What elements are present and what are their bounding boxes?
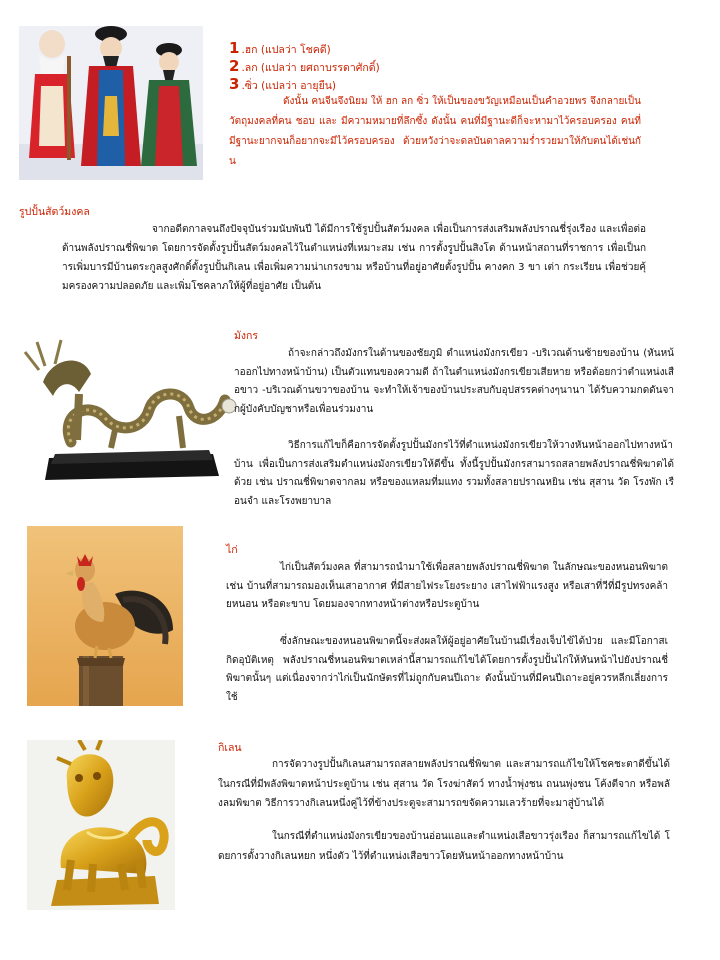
qilin-paragraph-2: ในกรณีที่ตำแหน่งมังกรเขียวของบ้านอ่อนแอและตำแหน่งเสือขาวรุ่งเรือง ก็สามารถแก้ไขได้ โดยการตั้งวางกิเลนหยก หนึ่งตัว ไว้ที่ตำแหน่งเสือขาวโดยหันหน้าออกทางหน้าบ้าน [218,831,670,862]
qilin-photo [27,740,175,910]
fu-lu-shou-list [229,40,529,94]
dragon-photo [19,330,241,482]
qilin-heading: กิเลน [218,742,242,754]
rooster-photo [27,526,183,706]
fu-lu-shou-photo [19,26,203,180]
auspicious-paragraph: จากอดีตกาลจนถึงปัจจุบันร่วมนับพันปี ได้มีการใช้รูปปั้นสัตว์มงคล เพื่อเป็นการส่งเสริมพลังปราณชี่รุ่งเรือง และเพื่อต่อต้านพลังปราณชี่พิฆาต โดยการจัดตั้งรูปปั้นสัตว์มงคลไว้ในตำแหน่งที่เหมาะสม เช่น การตั้งรูปปั้นสิงโต ด้านหน้าสถานที่ราชการ เพื่อเป็นการเพิ่มบารมีบ้านตระกูลสูงศักดิ์ตั้งรูปปั้นกิเลน เพื่อเพิ่มความน่าเกรงขาม หรือบ้านที่อยู่อาศัยตั้งรูปปั้น คางคก 3 ขา เต่า กระเรียน เพื่อช่วยคุ้มครองความปลอดภัย และเพิ่มโชคลาภให้ผู้ที่อยู่อาศัย เป็นต้น [62,224,646,292]
rooster-paragraph-1: ไก่เป็นสัตว์มงคล ที่สามารถนำมาใช้เพื่อสลายพลังปราณชี่พิฆาต ในลักษณะของหนอนพิฆาต เช่น บ้านที่สามารถมองเห็นเสาอากาศ ที่มีสายไฟระโยงระยาง เสาไฟฟ้าแรงสูง หรือเสาที่วีที่มีรูปทรงคล้ายหนอน หรือตะขาบ โดยมองจากทางหน้าต่างหรือประตูบ้าน [226,562,668,610]
dragon-paragraph-1: ถ้าจะกล่าวถึงมังกรในด้านของชัยภูมิ ตำแหน่งมังกรเขียว -บริเวณด้านซ้ายของบ้าน (หันหน้าออกไปทางหน้าบ้าน) เป็นตัวแทนของความดี ถ้าในตำแหน่งมังกรเขียวเสียหาย หรือด้อยกว่าตำแหน่งเสือขาว -บริเวณด้านขวาของบ้าน จะทำให้เจ้าของบ้านประสบกับอุปสรรคต่างๆนานา ได้รับความกดดันจากผู้บังคับบัญชาหรือเพื่อนร่วมงาน [234,348,674,415]
list-item: 3 .ซิ่ว (แปลว่า อายุยืน) [229,75,337,93]
qilin-paragraph-1: การจัดวางรูปปั้นกิเลนสามารถสลายพลังปราณชี่พิฆาต และสามารถแก้ไขให้โชคชะตาดีขึ้นได้ ในกรณีที่มีพลังพิฆาตหน้าประตูบ้าน เช่น สุสาน วัด โรงฆ่าสัตว์ ทางน้ำพุ่งชน ถนนพุ่งชน โค้งตีจาก หรือพลังลมพิฆาต วิธีการวางกิเลนหนึ่งคู่ไว้ที่ข้างประตูจะสามารถขจัดความเลวร้ายที่จะมาสู่บ้านได้ [218,759,670,809]
fu-lu-shou-paragraph: ดังนั้น คนจีนจึงนิยม ให้ ฮก ลก ซิ่ว ให้เป็นของขวัญเหมือนเป็นคำอวยพร จึงกลายเป็นวัตถุมงคลที่คน ชอบ และ มีความหมายที่ลึกซึ้ง ดังนั้น คนที่มีฐานะดีก็จะหามาไว้ครอบครอง คนที่มีฐานะยากจนก็อยากจะมีไว้ครอบครอง ด้วยหวังว่าจะดลบันดาลความร่ำรวยมาให้กับตนได้เช่นกัน [229,96,641,167]
dragon-paragraph-2: วิธีการแก้ไขก็คือการจัดตั้งรูปปั้นมังกรไว้ที่ตำแหน่งมังกรเขียวให้วางหันหน้าออกไปทางหน้าบ้าน เพื่อเป็นการส่งเสริมตำแหน่งมังกรเขียวให้ดีขึ้น ทั้งนี้รูปปั้นมังกรสามารถสลายพลังปราณชี่พิฆาตได้ด้วย เช่น ปราณชี่พิฆาตจากลม หรือของแหลมที่มแทง รวมทั้งสลายปราณหยิน เช่น สุสาน วัด โรงพัก เรือนจำ และโรงพยาบาล [234,440,675,507]
list-item: 1 .ฮก (แปลว่า โชคดี) [229,39,331,57]
auspicious-heading: รูปปั้นสัตว์มงคล [19,206,90,218]
rooster-heading: ไก่ [226,544,238,556]
rooster-paragraph-2: ซึ่งลักษณะของหนอนพิฆาตนี้จะส่งผลให้ผู้อยู่อาศัยในบ้านมีเรื่องเจ็บไข้ได้ป่วย และมีโอกาสเกิดอุบัติเหตุ พลังปราณชี่หนอนพิฆาตเหล่านี้สามารถแก้ไขได้โดยการตั้งรูปปั้นไก่ให้หันหน้าไปยังปราณชี่พิฆาตนั้นๆ แต่เนื่องจากว่าไก่เป็นนักษัตรที่ไม่ถูกกับคนปีเถาะ ดังนั้นบ้านที่มีคนปีเถาะอยู่ควรหลีกเลี่ยงการใช้ [226,636,668,703]
dragon-heading: มังกร [234,330,259,342]
list-item: 2 .ลก (แปลว่า ยศถาบรรดาศักดิ์) [229,57,380,75]
